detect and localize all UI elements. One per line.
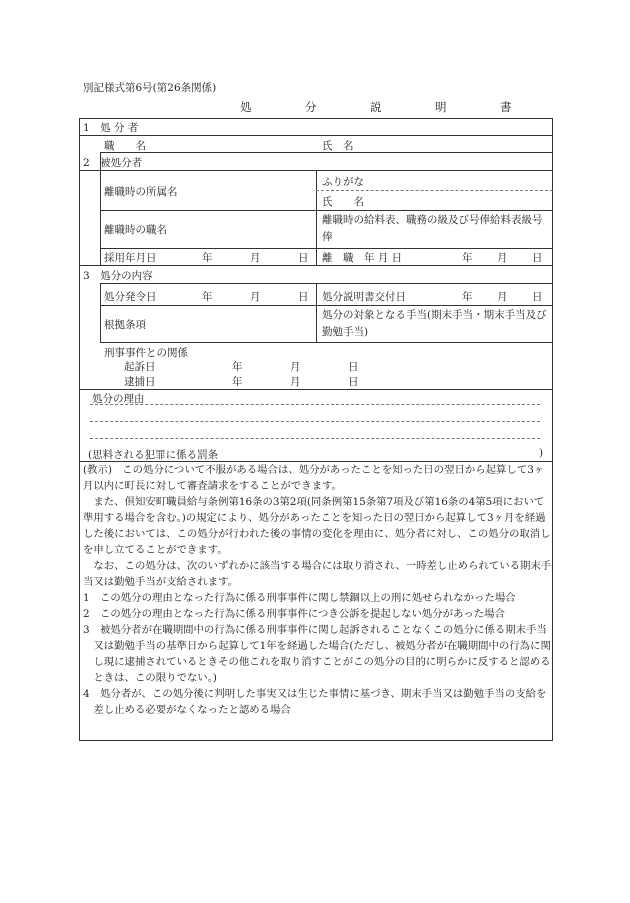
hire-year-unit: 年 bbox=[202, 252, 213, 264]
leave-year-unit: 年 bbox=[462, 252, 473, 264]
section3-header: 3 処分の内容 bbox=[83, 270, 153, 282]
column-divider bbox=[316, 283, 317, 342]
instruction-item: 3 被処分者が在職期間中の行為に係る刑事事件に関し起訴されることなくこの処分に係る期末手当又は勤勉手当の基準日から起算して1年を経過した場合(ただし、被処分者が在職期間中の行為に関し現に逮捕されているときその他これを取り消すことがこの処分の目的に明らかに反すると認めるときは、この限りでない。) bbox=[83, 624, 551, 684]
divider bbox=[79, 265, 553, 266]
disposition-date-label: 処分発令日 bbox=[104, 291, 157, 303]
explanation-date-label: 処分説明書交付日 bbox=[322, 291, 406, 303]
divider bbox=[100, 248, 553, 249]
allowance-type-label: 処分の対象となる手当(期末手当・期末手当及び勤勉手当) bbox=[322, 309, 547, 338]
instruction-paragraph: なお、この処分は、次のいずれかに該当する場合には取り消され、一時差し止められている期末手当又は勤勉手当が支給されます。 bbox=[83, 560, 552, 588]
divider bbox=[100, 342, 553, 343]
indictment-date-label: 起訴日 bbox=[124, 361, 156, 373]
reason-line bbox=[90, 438, 540, 439]
disposition-month-unit: 月 bbox=[250, 291, 261, 303]
hire-day-unit: 日 bbox=[298, 252, 309, 264]
arrest-month-unit: 月 bbox=[290, 376, 301, 388]
offense-close-paren: ) bbox=[539, 447, 544, 459]
reason-label: 処分の理由 bbox=[92, 393, 145, 405]
divider bbox=[79, 135, 553, 136]
form-code: 別記様式第6号(第26条関係) bbox=[83, 82, 217, 94]
explanation-day-unit: 日 bbox=[532, 291, 543, 303]
indictment-day-unit: 日 bbox=[348, 361, 359, 373]
instructions bbox=[83, 462, 553, 718]
reason-line bbox=[90, 421, 540, 422]
instruction-item: 4 処分者が、この処分後に判明した事実又は生じた事情に基づき、期末手当又は勤勉手当の支給を差し止める必要がなくなったと認める場合 bbox=[83, 688, 547, 716]
explanation-month-unit: 月 bbox=[497, 291, 508, 303]
arrest-day-unit: 日 bbox=[348, 376, 359, 388]
divider bbox=[100, 210, 553, 211]
instruction-item: 2 この処分の理由となった行為に係る刑事事件につき公訴を提起しない処分があった場合 bbox=[83, 608, 505, 620]
legal-basis-label: 根拠条項 bbox=[104, 319, 146, 331]
salary-grade-label: 離職時の給料表、職務の級及び号俸給料表級号俸 bbox=[322, 214, 543, 243]
instruction-item: 1 この処分の理由となった行為に係る刑事事件に関し禁錮以上の刑に処せられなかった場合 bbox=[83, 592, 516, 604]
column-divider bbox=[316, 170, 317, 265]
divider bbox=[100, 283, 553, 284]
leave-month-unit: 月 bbox=[497, 252, 508, 264]
arrest-date-label: 逮捕日 bbox=[124, 376, 156, 388]
disposer-title-label: 職 名 bbox=[104, 140, 146, 152]
section2-header: 2 被処分者 bbox=[83, 157, 143, 169]
divider bbox=[79, 389, 553, 390]
criminal-case-label: 刑事事件との関係 bbox=[104, 347, 188, 359]
affiliation-label: 離職時の所属名 bbox=[104, 186, 178, 198]
name-label: 氏 名 bbox=[322, 196, 364, 208]
leave-date-label: 離 職 年 月 日 bbox=[322, 252, 403, 264]
offense-label: (思料される犯罪に係る罰条 bbox=[88, 449, 219, 461]
divider bbox=[100, 305, 553, 306]
furigana-separator bbox=[316, 190, 553, 191]
hire-date-label: 採用年月日 bbox=[104, 252, 157, 264]
instruction-paragraph: また、倶知安町職員給与条例第16条の3第2項(同条例第15条第7項及び第16条の4第5項において準用する場合を含む。)の規定により、処分があったことを知った日の翌日から起算して3ヶ月を経過した後においては、この処分が行われた後の事情の変化を理由に、処分者に対し、この処分の取消しを申し立てることができます。 bbox=[83, 496, 551, 556]
leave-day-unit: 日 bbox=[532, 252, 543, 264]
arrest-year-unit: 年 bbox=[232, 376, 243, 388]
section1-header: 1 処 分 者 bbox=[83, 122, 139, 134]
position-label: 離職時の職名 bbox=[104, 224, 167, 236]
page-title: 処 分 説 明 書 bbox=[240, 100, 533, 114]
hire-month-unit: 月 bbox=[250, 252, 261, 264]
instruction-paragraph: (教示) この処分について不服がある場合は、処分があったことを知った日の翌日から起算して3ヶ月以内に町長に対して審査請求をすることができます。 bbox=[83, 464, 545, 492]
indictment-month-unit: 月 bbox=[290, 361, 301, 373]
disposer-name-label: 氏 名 bbox=[322, 140, 354, 152]
indent-column-line bbox=[100, 283, 101, 342]
reason-line bbox=[90, 404, 540, 405]
indent-column-line bbox=[100, 170, 101, 265]
indictment-year-unit: 年 bbox=[232, 361, 243, 373]
furigana-label: ふりがな bbox=[322, 176, 364, 188]
disposition-year-unit: 年 bbox=[202, 291, 213, 303]
disposition-day-unit: 日 bbox=[298, 291, 309, 303]
explanation-year-unit: 年 bbox=[462, 291, 473, 303]
